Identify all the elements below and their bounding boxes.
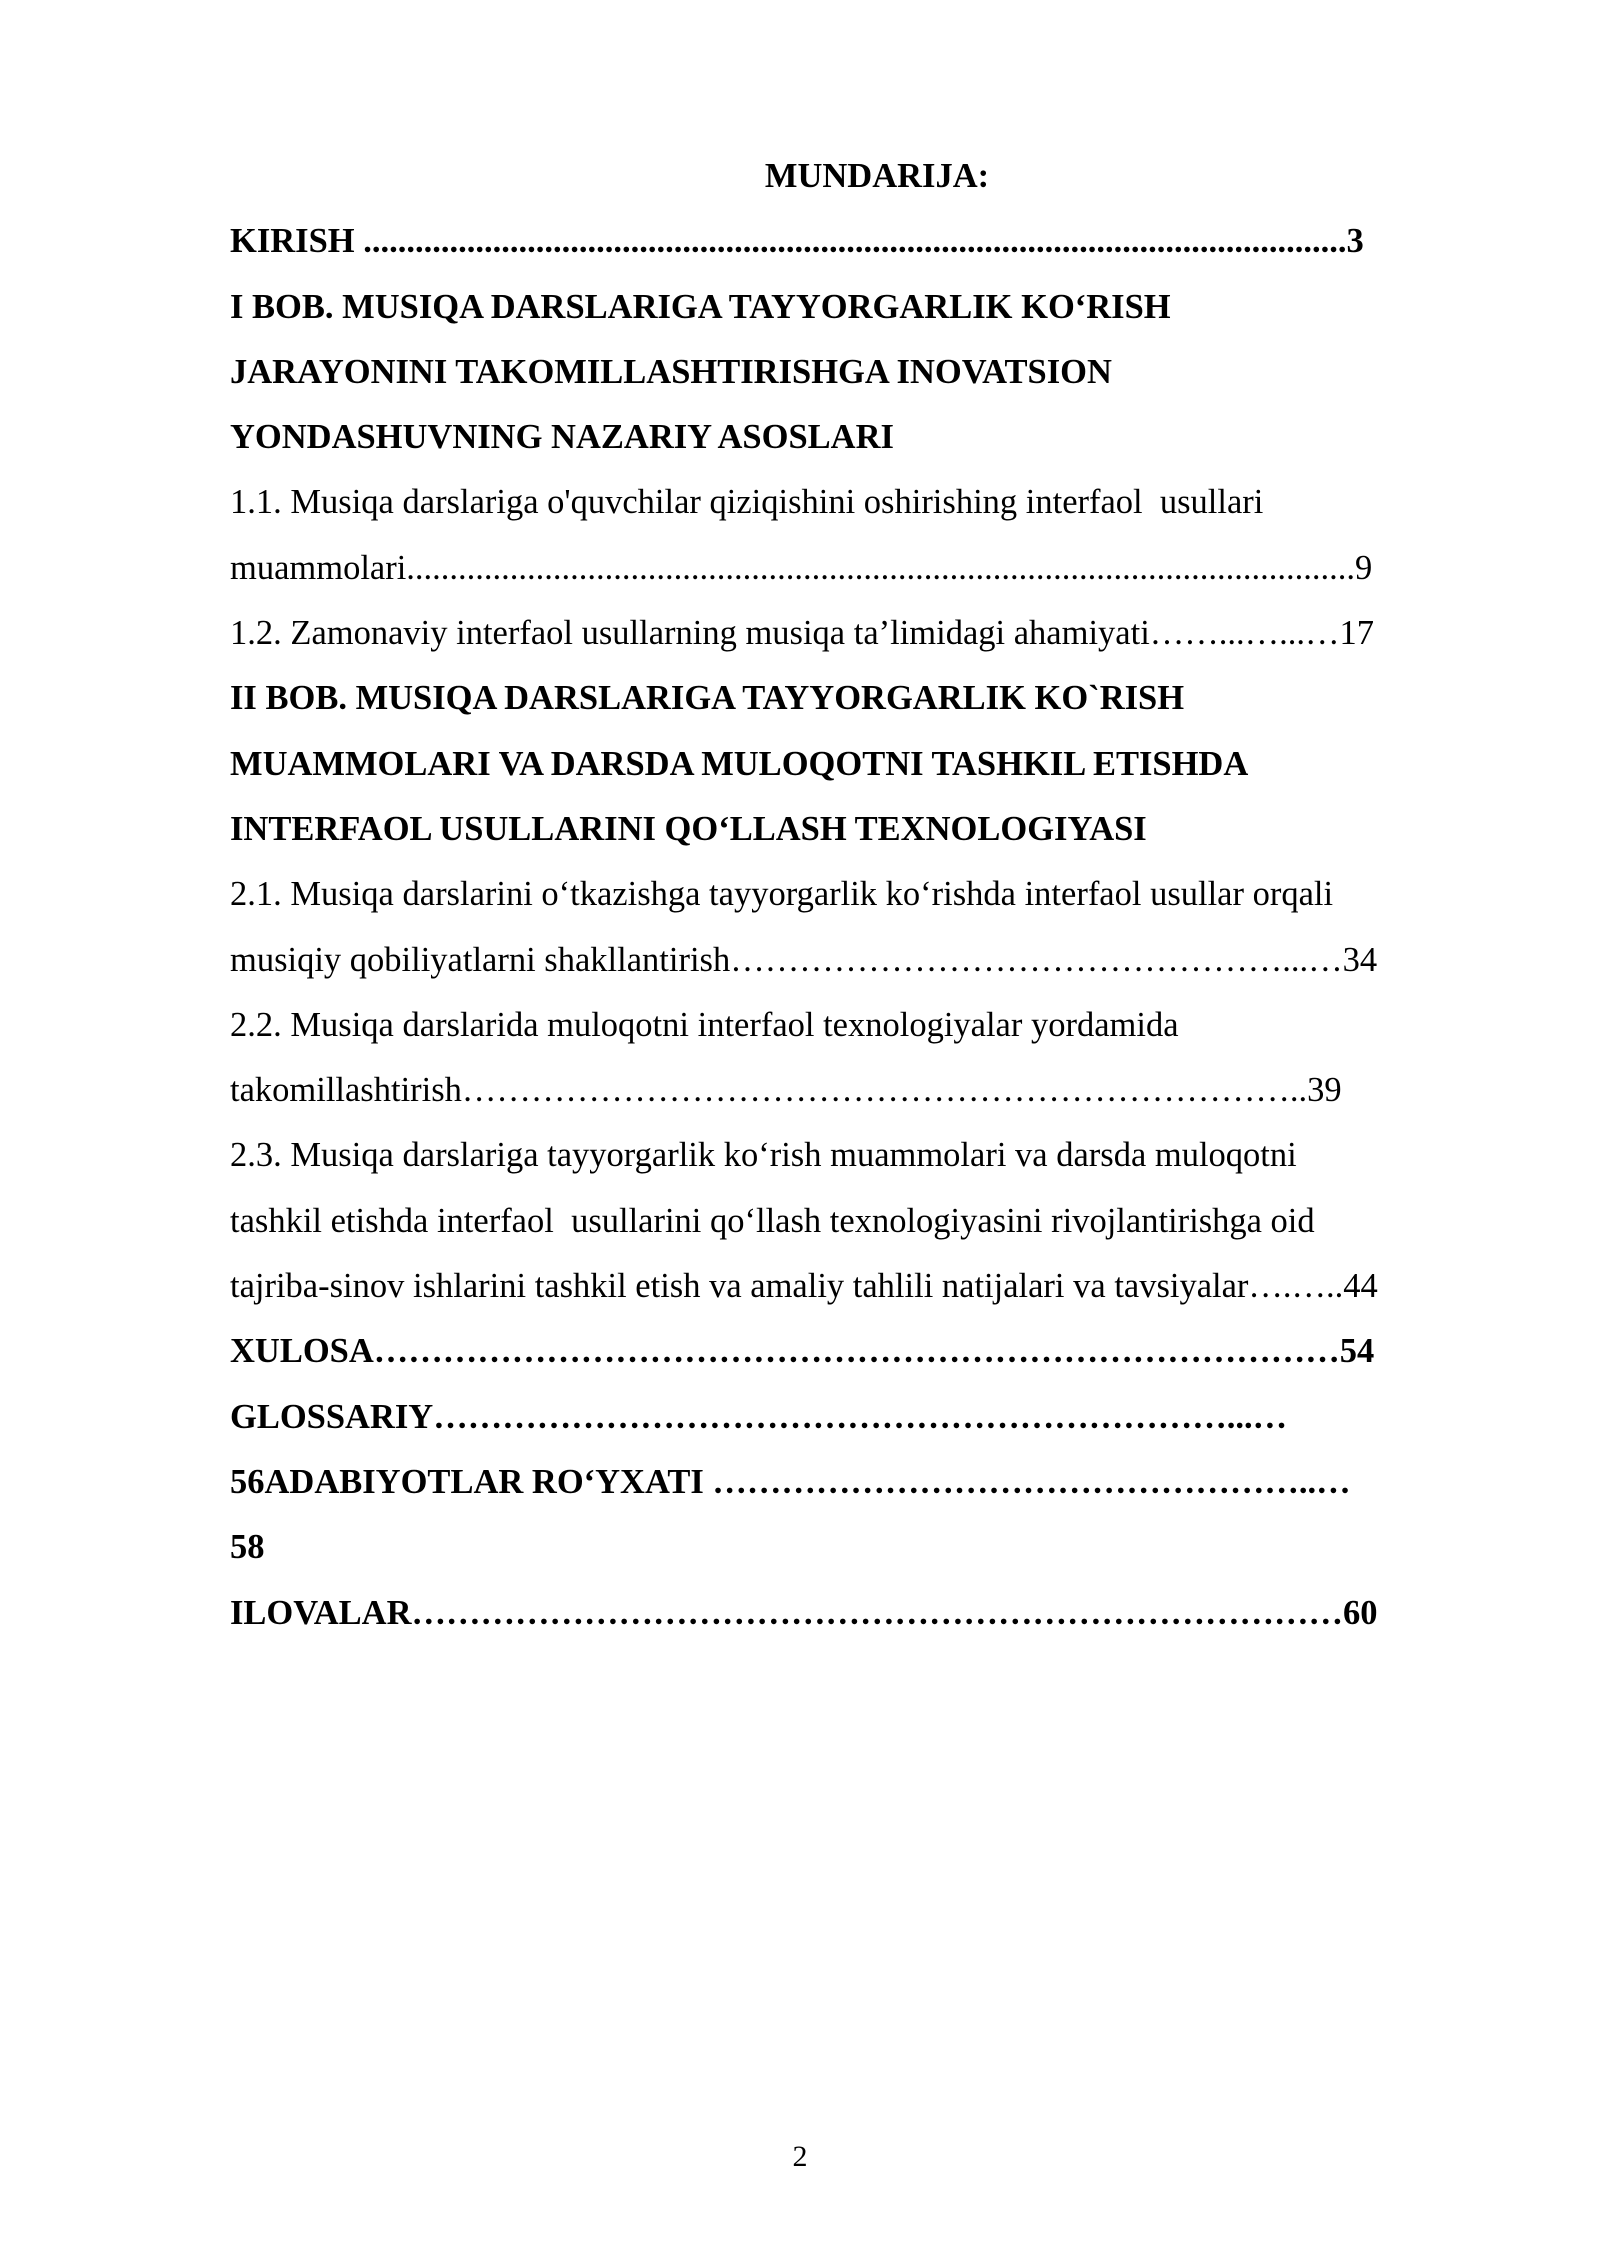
- toc-section-2-1-line-1: 2.1. Musiqa darslarini o‘tkazishga tayyorgarlik ko‘rishda interfaol usullar orqali: [230, 875, 1334, 914]
- toc-chapter-2-title-line-1: II BOB. MUSIQA DARSLARIGA TAYYORGARLIK KO`RISH: [230, 679, 1185, 718]
- toc-chapter-2-title-line-2: MUAMMOLARI VA DARSDA MULOQOTNI TASHKIL ETISHDA: [230, 744, 1249, 783]
- toc-heading: MUNDARIJA:: [764, 157, 990, 195]
- toc-entry-ilovalar: ILOVALAR………………………………………………………………………60: [230, 1593, 1378, 1632]
- page-number: 2: [792, 2140, 808, 2173]
- toc-section-2-3-line-1: 2.3. Musiqa darslariga tayyorgarlik ko‘rish muammolari va darsda muloqotni: [230, 1136, 1297, 1175]
- toc-entry-xulosa: XULOSA…………………………………………………………………………54: [230, 1332, 1375, 1371]
- toc-entry-adabiyotlar-page: 58: [230, 1528, 265, 1567]
- toc-section-2-3-line-2: tashkil etishda interfaol usullarini qo‘llash texnologiyasini rivojlantirishga oid: [230, 1201, 1315, 1240]
- toc-entry-glossariy: GLOSSARIY……………………………………………………………...…: [230, 1397, 1288, 1436]
- toc-section-2-2-line-2: takomillashtirish………………………………………………………………..39: [230, 1071, 1342, 1110]
- toc-section-2-2-line-1: 2.2. Musiqa darslarida muloqotni interfaol texnologiyalar yordamida: [230, 1005, 1179, 1044]
- toc-section-1-1-line-1: 1.1. Musiqa darslariga o'quvchilar qiziqishini oshirishing interfaol usullari: [230, 483, 1264, 522]
- toc-section-1-2: 1.2. Zamonaviy interfaol usullarning musiqa ta’limidagi ahamiyati……...…...…17: [230, 614, 1375, 653]
- table-of-contents: [230, 144, 1488, 1646]
- toc-chapter-1-title-line-3: YONDASHUVNING NAZARIY ASOSLARI: [230, 418, 894, 457]
- toc-chapter-1-title-line-1: I BOB. MUSIQA DARSLARIGA TAYYORGARLIK KO‘RISH: [230, 287, 1171, 326]
- toc-chapter-2-title-line-3: INTERFAOL USULLARINI QO‘LLASH TEXNOLOGIYASI: [230, 809, 1147, 848]
- toc-chapter-1-title-line-2: JARAYONINI TAKOMILLASHTIRISHGA INOVATSION: [230, 352, 1112, 391]
- toc-section-2-3-line-3: tajriba-sinov ishlarini tashkil etish va amaliy tahlili natijalari va tavsiyalar….…..44: [230, 1267, 1378, 1306]
- toc-entry-adabiyotlar: 56ADABIYOTLAR RO‘YXATI ……………………………………………..…: [230, 1462, 1351, 1501]
- toc-section-1-1-line-2: muammolari..............................................................................................................9: [230, 548, 1373, 587]
- toc-section-2-1-line-2: musiqiy qobiliyatlarni shakllantirish…………………………………………...…34: [230, 940, 1378, 979]
- toc-entry-kirish: KIRISH ..................................................................................................................3: [230, 222, 1364, 261]
